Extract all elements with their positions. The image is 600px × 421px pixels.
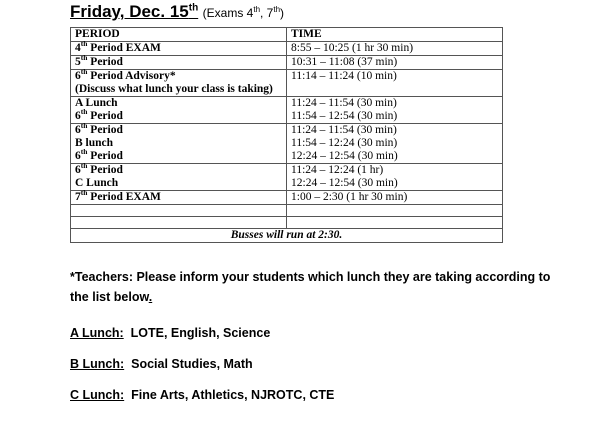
period-suffix: th (80, 121, 88, 131)
lunch-list (70, 326, 334, 419)
schedule-table (70, 27, 503, 243)
period-suffix: th (80, 53, 88, 63)
time-cell (287, 97, 503, 124)
list-item (70, 326, 334, 357)
time-line (291, 83, 498, 96)
time-line: 11:24 – 12:24 (1 hr) (291, 164, 384, 176)
time-cell (287, 56, 503, 70)
time-line: 12:24 – 12:54 (30 min) (291, 177, 398, 189)
period-cell (71, 53, 287, 70)
schedule-body (71, 39, 503, 205)
lunch-subjects: Social Studies, Math (131, 357, 253, 371)
period-suffix: th (80, 39, 88, 49)
period-line (75, 188, 282, 204)
period-text: Period Advisory* (87, 70, 176, 82)
period-line (75, 147, 282, 163)
teacher-note-period: . (148, 290, 153, 304)
period-number: 7 (75, 191, 81, 203)
time-line: 11:24 – 11:54 (30 min) (291, 97, 397, 109)
time-cell (287, 164, 503, 191)
table-row (71, 42, 503, 56)
exams-pre: (Exams 4 (202, 6, 254, 20)
time-line: 10:31 – 11:08 (37 min) (291, 56, 398, 68)
time-line: 1:00 – 2:30 (1 hr 30 min) (291, 191, 408, 203)
table-row (71, 97, 503, 124)
period-text: A Lunch (75, 97, 118, 109)
list-item (70, 357, 334, 388)
period-number: 6 (75, 150, 81, 162)
period-text: Period (87, 164, 123, 176)
period-line (75, 161, 282, 177)
lunch-subjects: Fine Arts, Athletics, NJROTC, CTE (131, 388, 335, 402)
period-cell (71, 39, 287, 56)
time-line: 11:14 – 11:24 (10 min) (291, 70, 397, 82)
period-number: 6 (75, 70, 81, 82)
period-text: Period (87, 124, 123, 136)
period-cell (71, 97, 287, 124)
period-suffix: th (80, 67, 88, 77)
period-line (75, 107, 282, 123)
period-text: Period (87, 56, 123, 68)
period-cell (71, 121, 287, 164)
period-number: 5 (75, 56, 81, 68)
exams-sup-2: th (273, 5, 281, 14)
list-item (70, 388, 334, 419)
period-text: (Discuss what lunch your class is taking) (75, 83, 273, 95)
period-cell (71, 67, 287, 97)
time-line: 11:54 – 12:24 (30 min) (291, 137, 398, 149)
period-text: Period (87, 110, 123, 122)
time-column-header: TIME (287, 28, 503, 42)
exams-mid: , 7 (260, 6, 274, 20)
table-row (71, 191, 503, 205)
exams-sup-1: th (253, 5, 261, 14)
period-line (75, 39, 282, 55)
time-line: 8:55 – 10:25 (1 hr 30 min) (291, 42, 414, 54)
lunch-label: B Lunch: (70, 357, 125, 371)
table-row (71, 164, 503, 191)
period-number: 6 (75, 124, 81, 136)
period-line (75, 97, 282, 110)
bus-note: Busses will run at 2:30. (71, 229, 503, 243)
period-number: 6 (75, 164, 81, 176)
empty-cell (71, 217, 287, 229)
lunch-subjects: LOTE, English, Science (130, 326, 271, 340)
teacher-note-text: *Teachers: Please inform your students which lunch they are taking according to the list below (70, 270, 551, 304)
period-text: B lunch (75, 137, 114, 149)
table-row (71, 56, 503, 70)
period-cell (71, 188, 287, 205)
exams-note (203, 6, 284, 20)
time-line: 12:24 – 12:54 (30 min) (291, 150, 398, 162)
period-suffix: th (80, 147, 88, 157)
empty-row (71, 217, 503, 229)
empty-cell (287, 205, 503, 217)
period-line (75, 121, 282, 137)
time-line: 11:24 – 11:54 (30 min) (291, 124, 397, 136)
time-cell (287, 124, 503, 164)
period-suffix: th (80, 161, 88, 171)
time-cell (287, 70, 503, 97)
time-cell (287, 42, 503, 56)
table-header-row (71, 28, 503, 42)
lunch-label: A Lunch: (70, 326, 124, 340)
period-line (75, 137, 282, 150)
bus-note-row (71, 229, 503, 243)
table-row (71, 70, 503, 97)
date-suffix: th (188, 2, 199, 14)
period-line (75, 67, 282, 83)
empty-row (71, 205, 503, 217)
date-text: Friday, Dec. 15 (70, 2, 189, 21)
page-title (70, 2, 284, 22)
date-heading (70, 2, 198, 21)
lunch-label: C Lunch: (70, 388, 125, 402)
period-number: 4 (75, 42, 81, 54)
period-column-header: PERIOD (71, 28, 287, 42)
period-cell (71, 161, 287, 191)
empty-cell (71, 205, 287, 217)
exams-post: ) (280, 6, 285, 20)
period-suffix: th (80, 188, 88, 198)
period-line (75, 177, 282, 190)
period-suffix: th (80, 107, 88, 117)
teacher-note (70, 267, 570, 307)
period-text: Period EXAM (87, 191, 161, 203)
empty-cell (287, 217, 503, 229)
period-text: Period (87, 150, 123, 162)
table-row (71, 124, 503, 164)
period-line (75, 53, 282, 69)
period-number: 6 (75, 110, 81, 122)
period-line (75, 83, 282, 96)
time-cell (287, 191, 503, 205)
time-line: 11:54 – 12:54 (30 min) (291, 110, 398, 122)
period-text: C Lunch (75, 177, 119, 189)
period-text: Period EXAM (87, 42, 161, 54)
